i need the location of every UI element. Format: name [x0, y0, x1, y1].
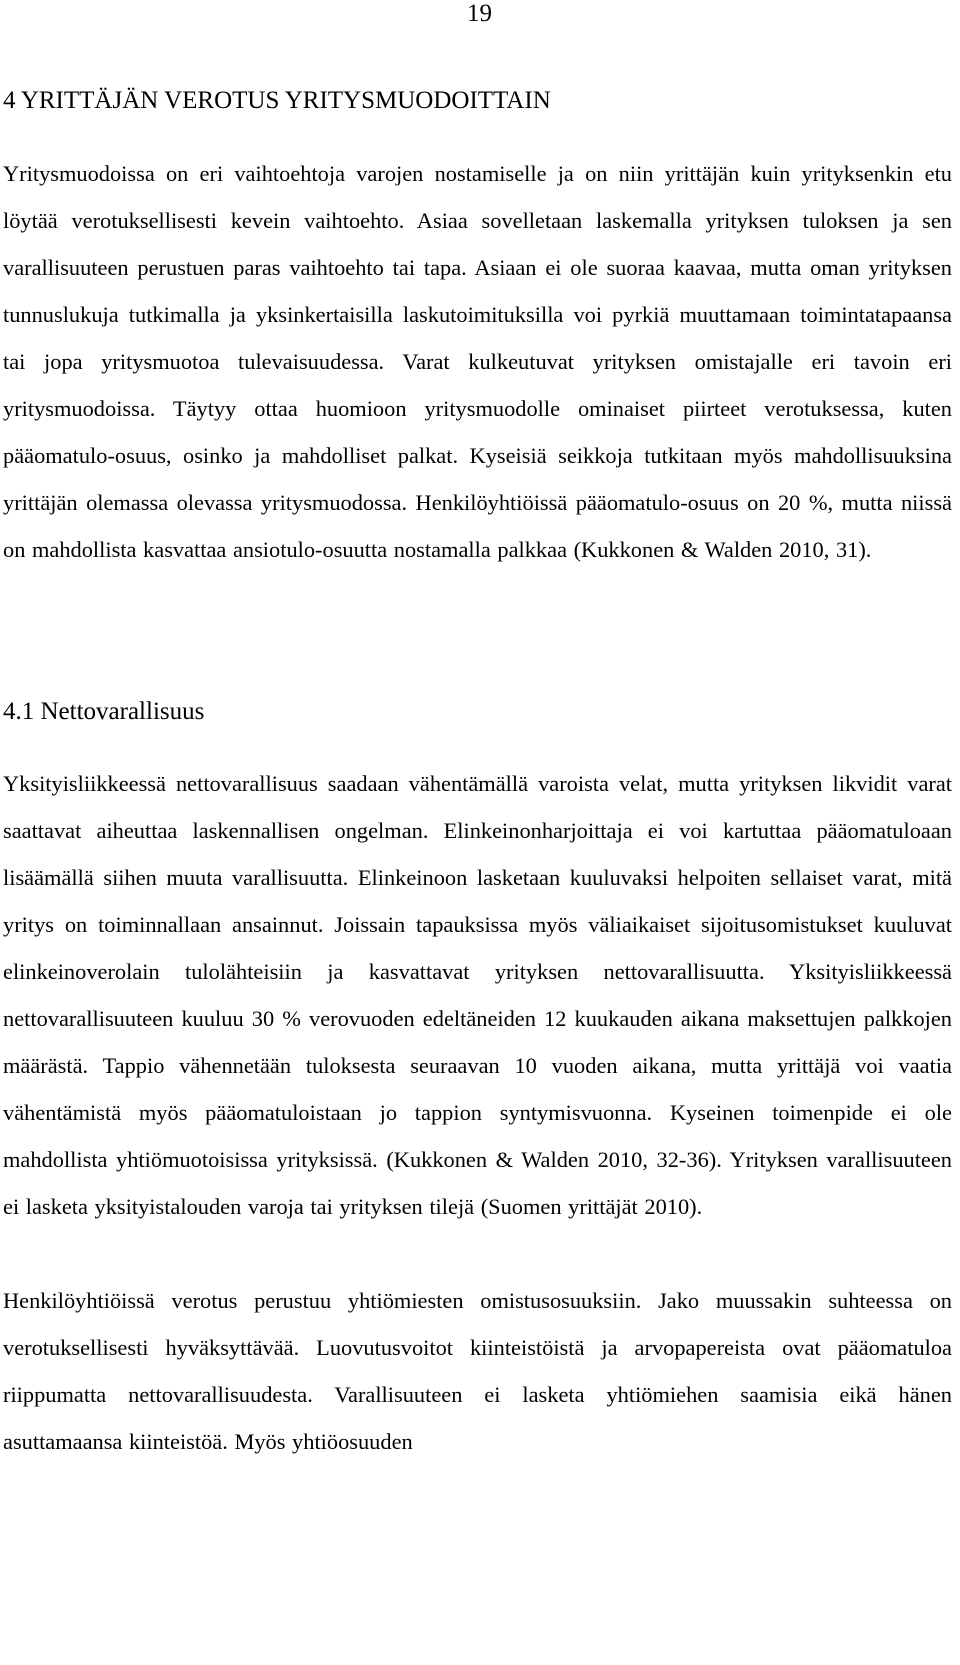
- page-content: [3, 74, 952, 1465]
- chapter-intro-paragraph: Yritysmuodoissa on eri vaihtoehtoja varojen nostamiselle ja on niin yrittäjän kuin yrityksenkin etu löytää verotuksellisesti kevein vaihtoehto. Asiaa sovelletaan laskemalla yrityksen tuloksen ja sen varallisuuteen perustuen paras vaihtoehto tai tapa. Asiaan ei ole suoraa kaavaa, mutta oman yrityksen tunnuslukuja tutkimalla ja yksinkertaisilla laskutoimituksilla voi pyrkiä muuttamaan toimintatapaansa tai jopa yritysmuotoa tulevaisuudessa. Varat kulkeutuvat yrityksen omistajalle eri tavoin eri yritysmuodoissa. Täytyy ottaa huomioon yritysmuodolle ominaiset piirteet verotuksessa, kuten pääomatulo-osuus, osinko ja mahdolliset palkat. Kyseisiä seikkoja tutkitaan myös mahdollisuuksina yrittäjän olemassa olevassa yritysmuodossa. Henkilöyhtiöissä pääomatulo-osuus on 20 %, mutta niissä on mahdollista kasvattaa ansiotulo-osuutta nostamalla palkkaa (Kukkonen & Walden 2010, 31).: [3, 161, 952, 562]
- section-paragraph-2: Henkilöyhtiöissä verotus perustuu yhtiömiesten omistusosuuksiin. Jako muussakin suhteessa on verotuksellisesti hyväksyttävää. Luovutusvoitot kiinteistöistä ja arvopapereista ovat pääomatuloa riippumatta nettovarallisuudesta. Varallisuuteen ei lasketa yhtiömiehen saamisia eikä hänen asuttamaansa kiinteistöä. Myös yhtiöosuuden: [3, 1288, 952, 1454]
- section-paragraph-1: Yksityisliikkeessä nettovarallisuus saadaan vähentämällä varoista velat, mutta yrityksen likvidit varat saattavat aiheuttaa laskennallisen ongelman. Elinkeinonharjoittaja ei voi kartuttaa pääomatuloaan lisäämällä siihen muuta varallisuutta. Elinkeinoon lasketaan kuuluvaksi helpoiten sellaiset varat, mitä yritys on toiminnallaan ansainnut. Joissain tapauksissa myös väliaikaiset sijoitusomistukset kuuluvat elinkeinoverolain tulolähteisiin ja kasvattavat yrityksen nettovarallisuutta. Yksityisliikkeessä nettovarallisuuteen kuuluu 30 % verovuoden edeltäneiden 12 kuukauden aikana maksettujen palkkojen määrästä. Tappio vähennetään tuloksesta seuraavan 10 vuoden aikana, mutta yrittäjä voi vaatia vähentämistä myös pääomatuloistaan jo tappion syntymisvuonna. Kyseinen toimenpide ei ole mahdollista yhtiömuotoisissa yrityksissä. (Kukkonen & Walden 2010, 32-36). Yrityksen varallisuuteen ei lasketa yksityistalouden varoja tai yrityksen tilejä (Suomen yrittäjät 2010).: [3, 771, 952, 1219]
- section-heading: 4.1 Nettovarallisuus: [3, 698, 205, 725]
- page-number: 19: [467, 0, 492, 27]
- chapter-heading: 4 YRITTÄJÄN VEROTUS YRITYSMUODOITTAIN: [3, 87, 551, 114]
